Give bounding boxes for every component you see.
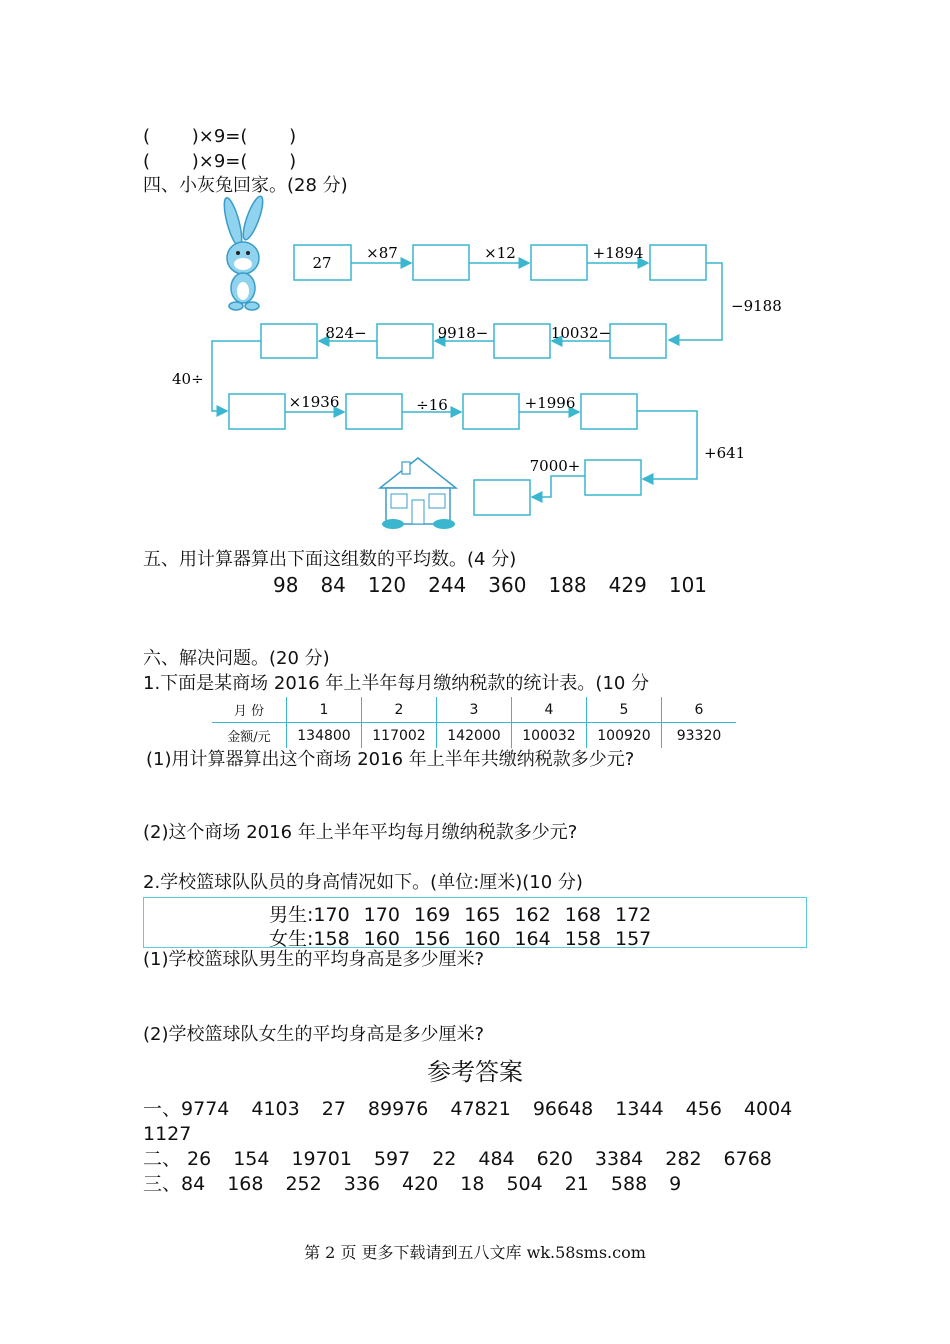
question-2-sub-2: (2)学校篮球队女生的平均身高是多少厘米? <box>143 1024 485 1045</box>
flow-box[interactable] <box>261 324 317 358</box>
list-item: 157 <box>615 928 652 950</box>
question-2-text: 2.学校篮球队队员的身高情况如下。(单位:厘米)(10 分) <box>143 872 583 893</box>
fill-line-1: ( )×9=( ) <box>143 126 297 147</box>
op-label: 40÷ <box>172 370 204 388</box>
list-item: 158 <box>564 928 601 950</box>
answer-label: 一、 <box>143 1098 182 1120</box>
boys-heights <box>269 900 665 927</box>
list-item: 4004 <box>743 1098 793 1120</box>
page-footer: 第 2 页 更多下载请到五八文库 wk.58sms.com <box>304 1243 646 1262</box>
op-label: 10032− <box>550 324 612 342</box>
list-item: 170 <box>363 904 400 926</box>
list-item: 19701 <box>291 1148 352 1170</box>
list-item: 597 <box>373 1148 411 1170</box>
answer-line-3 <box>143 1172 703 1197</box>
list-item: 3384 <box>594 1148 644 1170</box>
list-item: 484 <box>478 1148 515 1170</box>
op-label: ×87 <box>366 244 398 262</box>
answer-line-2 <box>143 1147 794 1172</box>
table-cell: 6 <box>662 697 737 723</box>
list-item: 504 <box>506 1173 543 1195</box>
question-1-text: 1.下面是某商场 2016 年上半年每月缴纳税款的统计表。(10 分 <box>143 673 650 694</box>
op-label: 9918− <box>437 324 489 342</box>
list-item: 282 <box>665 1148 702 1170</box>
list-item: 336 <box>343 1173 380 1195</box>
flow-box[interactable] <box>463 394 519 429</box>
flow-box-final[interactable] <box>474 480 530 515</box>
list-item: 96648 <box>532 1098 594 1120</box>
list-item: 156 <box>413 928 451 950</box>
flow-box[interactable] <box>229 394 285 429</box>
flow-arrow <box>637 411 697 479</box>
section-6-title: 六、解决问题。(20 分) <box>143 648 330 669</box>
list-item: 120 <box>367 573 407 597</box>
answers-title: 参考答案 <box>427 1058 523 1086</box>
flow-box[interactable] <box>377 324 433 358</box>
girls-heights <box>269 924 665 951</box>
list-item: 360 <box>488 573 527 597</box>
list-item: 9 <box>669 1173 682 1195</box>
list-item: 84 <box>320 573 346 597</box>
tax-table <box>212 697 736 748</box>
list-item: 160 <box>464 928 501 950</box>
flow-box[interactable] <box>585 460 641 495</box>
op-label: +1996 <box>524 394 576 412</box>
rabbit-path-diagram <box>0 0 950 560</box>
list-item: 21 <box>564 1173 589 1195</box>
table-cell: 2 <box>362 697 437 723</box>
list-item: 47821 <box>450 1098 511 1120</box>
op-label: −9188 <box>731 297 782 315</box>
fill-line-2: ( )×9=( ) <box>143 151 297 172</box>
start-value: 27 <box>312 254 332 272</box>
question-1-sub-2: (2)这个商场 2016 年上半年平均每月缴纳税款多少元? <box>143 822 578 843</box>
op-label: ÷16 <box>416 396 448 414</box>
list-item: 244 <box>428 573 467 597</box>
table-cell: 142000 <box>437 723 512 749</box>
op-label: ×1936 <box>288 393 340 411</box>
list-item: 98 <box>273 573 299 597</box>
list-item: 169 <box>413 904 451 926</box>
answer-line-1 <box>143 1097 814 1122</box>
table-cell: 3 <box>437 697 512 723</box>
list-item: 588 <box>610 1173 648 1195</box>
table-cell: 5 <box>587 697 662 723</box>
section-5-title: 五、用计算器算出下面这组数的平均数。(4 分) <box>143 549 517 570</box>
table-cell: 4 <box>512 697 587 723</box>
list-item: 168 <box>564 904 601 926</box>
list-item: 84 <box>181 1173 206 1195</box>
list-item: 154 <box>233 1148 270 1170</box>
section-4-title: 四、小灰兔回家。(28 分) <box>143 175 348 196</box>
flow-box[interactable] <box>650 245 706 280</box>
table-header: 金额/元 <box>227 730 271 745</box>
list-item: 170 <box>313 904 350 926</box>
flow-box[interactable] <box>531 245 587 280</box>
op-label: ×12 <box>484 244 516 262</box>
list-item: 27 <box>321 1098 346 1120</box>
list-item: 89976 <box>367 1098 429 1120</box>
list-item: 168 <box>227 1173 264 1195</box>
question-1-sub-1: (1)用计算器算出这个商场 2016 年上半年共缴纳税款多少元? <box>146 749 635 770</box>
answer-label: 二、 <box>143 1148 182 1170</box>
op-label: +1894 <box>592 244 644 262</box>
list-item: 6768 <box>723 1148 772 1170</box>
rabbit-icon <box>221 194 267 310</box>
list-item: 456 <box>685 1098 722 1120</box>
list-item: 1344 <box>615 1098 664 1120</box>
flow-box[interactable] <box>581 394 637 429</box>
list-item: 172 <box>615 904 652 926</box>
list-item: 429 <box>608 573 647 597</box>
height-data-box <box>143 897 807 948</box>
average-number-list <box>273 572 729 598</box>
house-icon <box>380 458 456 529</box>
table-cell: 93320 <box>662 723 737 749</box>
flow-box[interactable] <box>610 324 666 358</box>
flow-box[interactable] <box>413 245 469 280</box>
list-item: 165 <box>464 904 501 926</box>
flow-box[interactable] <box>346 394 402 429</box>
op-label: 824− <box>325 324 367 342</box>
list-item: 162 <box>514 904 551 926</box>
answer-label: 三、 <box>143 1173 182 1195</box>
table-cell: 1 <box>287 697 362 723</box>
question-2-sub-1: (1)学校篮球队男生的平均身高是多少厘米? <box>143 949 485 970</box>
answer-line-1-cont: 1127 <box>143 1123 192 1145</box>
list-item: 252 <box>285 1173 322 1195</box>
list-item: 188 <box>548 573 587 597</box>
list-item: 26 <box>187 1148 212 1170</box>
op-label: +641 <box>704 444 746 462</box>
list-item: 164 <box>514 928 551 950</box>
list-item: 160 <box>363 928 400 950</box>
boys-label: 男生: <box>269 904 314 926</box>
flow-box[interactable] <box>494 324 550 358</box>
list-item: 420 <box>402 1173 439 1195</box>
flow-arrow <box>532 476 585 497</box>
list-item: 22 <box>432 1148 457 1170</box>
op-label: 7000+ <box>529 457 581 475</box>
list-item: 4103 <box>251 1098 300 1120</box>
list-item: 18 <box>460 1173 485 1195</box>
list-item: 9774 <box>181 1098 230 1120</box>
list-item: 620 <box>536 1148 573 1170</box>
table-cell: 100032 <box>512 723 587 749</box>
girls-label: 女生: <box>269 928 314 950</box>
table-header: 月 份 <box>212 697 287 723</box>
list-item: 158 <box>313 928 350 950</box>
list-item: 101 <box>668 573 708 597</box>
table-cell: 134800 <box>287 723 362 749</box>
table-cell: 100920 <box>587 723 662 749</box>
table-cell: 117002 <box>362 723 437 749</box>
